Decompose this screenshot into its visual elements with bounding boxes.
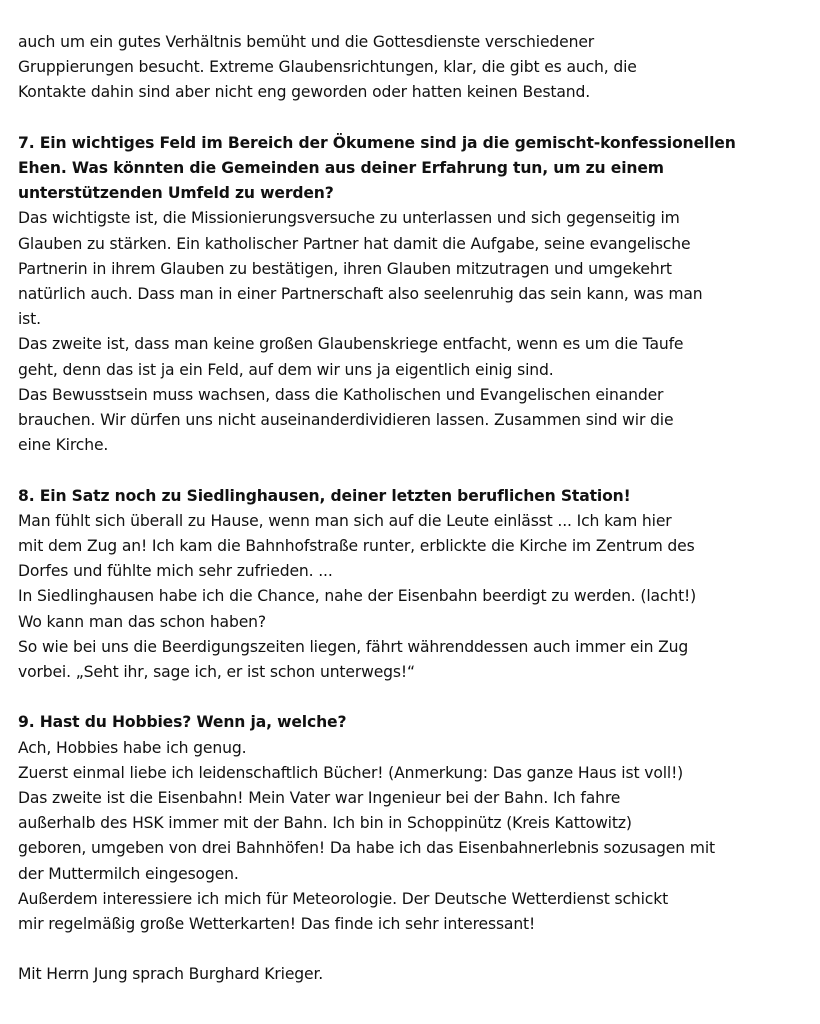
answer-line: Partnerin in ihrem Glauben zu bestätigen, ihren Glauben mitzutragen und umgekehrt	[18, 259, 672, 278]
question-line: unterstützenden Umfeld zu werden?	[18, 184, 334, 203]
question-9	[18, 710, 808, 735]
answer-line: Dorfes und fühlte mich sehr zufrieden. ...	[18, 562, 333, 581]
answer-line: So wie bei uns die Beerdigungszeiten liegen, fährt währenddessen auch immer ein Zug	[18, 637, 689, 656]
answer-line: mit dem Zug an! Ich kam die Bahnhofstraße runter, erblickte die Kirche im Zentrum des	[18, 537, 695, 556]
answer-line: Das zweite ist, dass man keine großen Glaubenskriege entfacht, wenn es um die Taufe	[18, 335, 684, 354]
answer-line: geht, denn das ist ja ein Feld, auf dem wir uns ja eigentlich einig sind.	[18, 360, 554, 379]
intro-line: auch um ein gutes Verhältnis bemüht und die Gottesdienste verschiedener	[18, 33, 595, 51]
answer-9	[18, 736, 808, 938]
question-line: 9. Hast du Hobbies? Wenn ja, welche?	[18, 713, 347, 732]
answer-line: Glauben zu stärken. Ein katholischer Partner hat damit die Aufgabe, seine evangelische	[18, 234, 691, 253]
answer-7	[18, 206, 808, 458]
answer-8	[18, 509, 808, 685]
answer-line: Wo kann man das schon haben?	[18, 612, 267, 631]
answer-line: außerhalb des HSK immer mit der Bahn. Ich bin in Schoppinütz (Kreis Kattowitz)	[18, 814, 632, 833]
answer-line: geboren, umgeben von drei Bahnhöfen! Da habe ich das Eisenbahnerlebnis sozusagen mit	[18, 839, 715, 858]
paragraph-gap	[18, 458, 808, 483]
answer-line: Außerdem interessiere ich mich für Meteorologie. Der Deutsche Wetterdienst schickt	[18, 889, 669, 908]
question-line: 8. Ein Satz noch zu Siedlinghausen, deiner letzten beruflichen Station!	[18, 486, 631, 505]
question-8	[18, 484, 808, 509]
answer-line: natürlich auch. Dass man in einer Partnerschaft also seelenruhig das sein kann, was man	[18, 285, 703, 304]
paragraph-gap	[18, 106, 808, 131]
closing-text: Mit Herrn Jung sprach Burghard Krieger.	[18, 965, 324, 984]
answer-line: brauchen. Wir dürfen uns nicht auseinanderdividieren lassen. Zusammen sind wir die	[18, 411, 674, 430]
answer-line: Das zweite ist die Eisenbahn! Mein Vater war Ingenieur bei der Bahn. Ich fahre	[18, 789, 621, 808]
answer-line: In Siedlinghausen habe ich die Chance, nahe der Eisenbahn beerdigt zu werden. (lacht!)	[18, 587, 697, 606]
answer-line: Das Bewusstsein muss wachsen, dass die Katholischen und Evangelischen einander	[18, 385, 664, 404]
answer-line: vorbei. „Seht ihr, sage ich, er ist schon unterwegs!“	[18, 663, 415, 682]
answer-line: der Muttermilch eingesogen.	[18, 864, 239, 883]
question-line: 7. Ein wichtiges Feld im Bereich der Ökumene sind ja die gemischt-konfessionellen	[18, 133, 736, 152]
closing-line	[18, 962, 808, 987]
intro-paragraph	[18, 30, 808, 106]
question-line: Ehen. Was könnten die Gemeinden aus deiner Erfahrung tun, um zu einem	[18, 159, 664, 177]
answer-line: mir regelmäßig große Wetterkarten! Das finde ich sehr interessant!	[18, 915, 536, 934]
answer-line: Ach, Hobbies habe ich genug.	[18, 738, 247, 757]
intro-line: Kontakte dahin sind aber nicht eng geworden oder hatten keinen Bestand.	[18, 83, 591, 102]
answer-line: ist.	[18, 310, 41, 329]
paragraph-gap	[18, 685, 808, 710]
document-page	[18, 30, 808, 988]
intro-line: Gruppierungen besucht. Extreme Glaubensrichtungen, klar, die gibt es auch, die	[18, 58, 637, 77]
answer-line: Man fühlt sich überall zu Hause, wenn man sich auf die Leute einlässt ... Ich kam hier	[18, 511, 672, 530]
question-7	[18, 131, 808, 207]
answer-line: Zuerst einmal liebe ich leidenschaftlich Bücher! (Anmerkung: Das ganze Haus ist voll!)	[18, 763, 684, 782]
answer-line: eine Kirche.	[18, 436, 109, 455]
answer-line: Das wichtigste ist, die Missionierungsversuche zu unterlassen und sich gegenseitig im	[18, 209, 680, 228]
paragraph-gap	[18, 937, 808, 962]
